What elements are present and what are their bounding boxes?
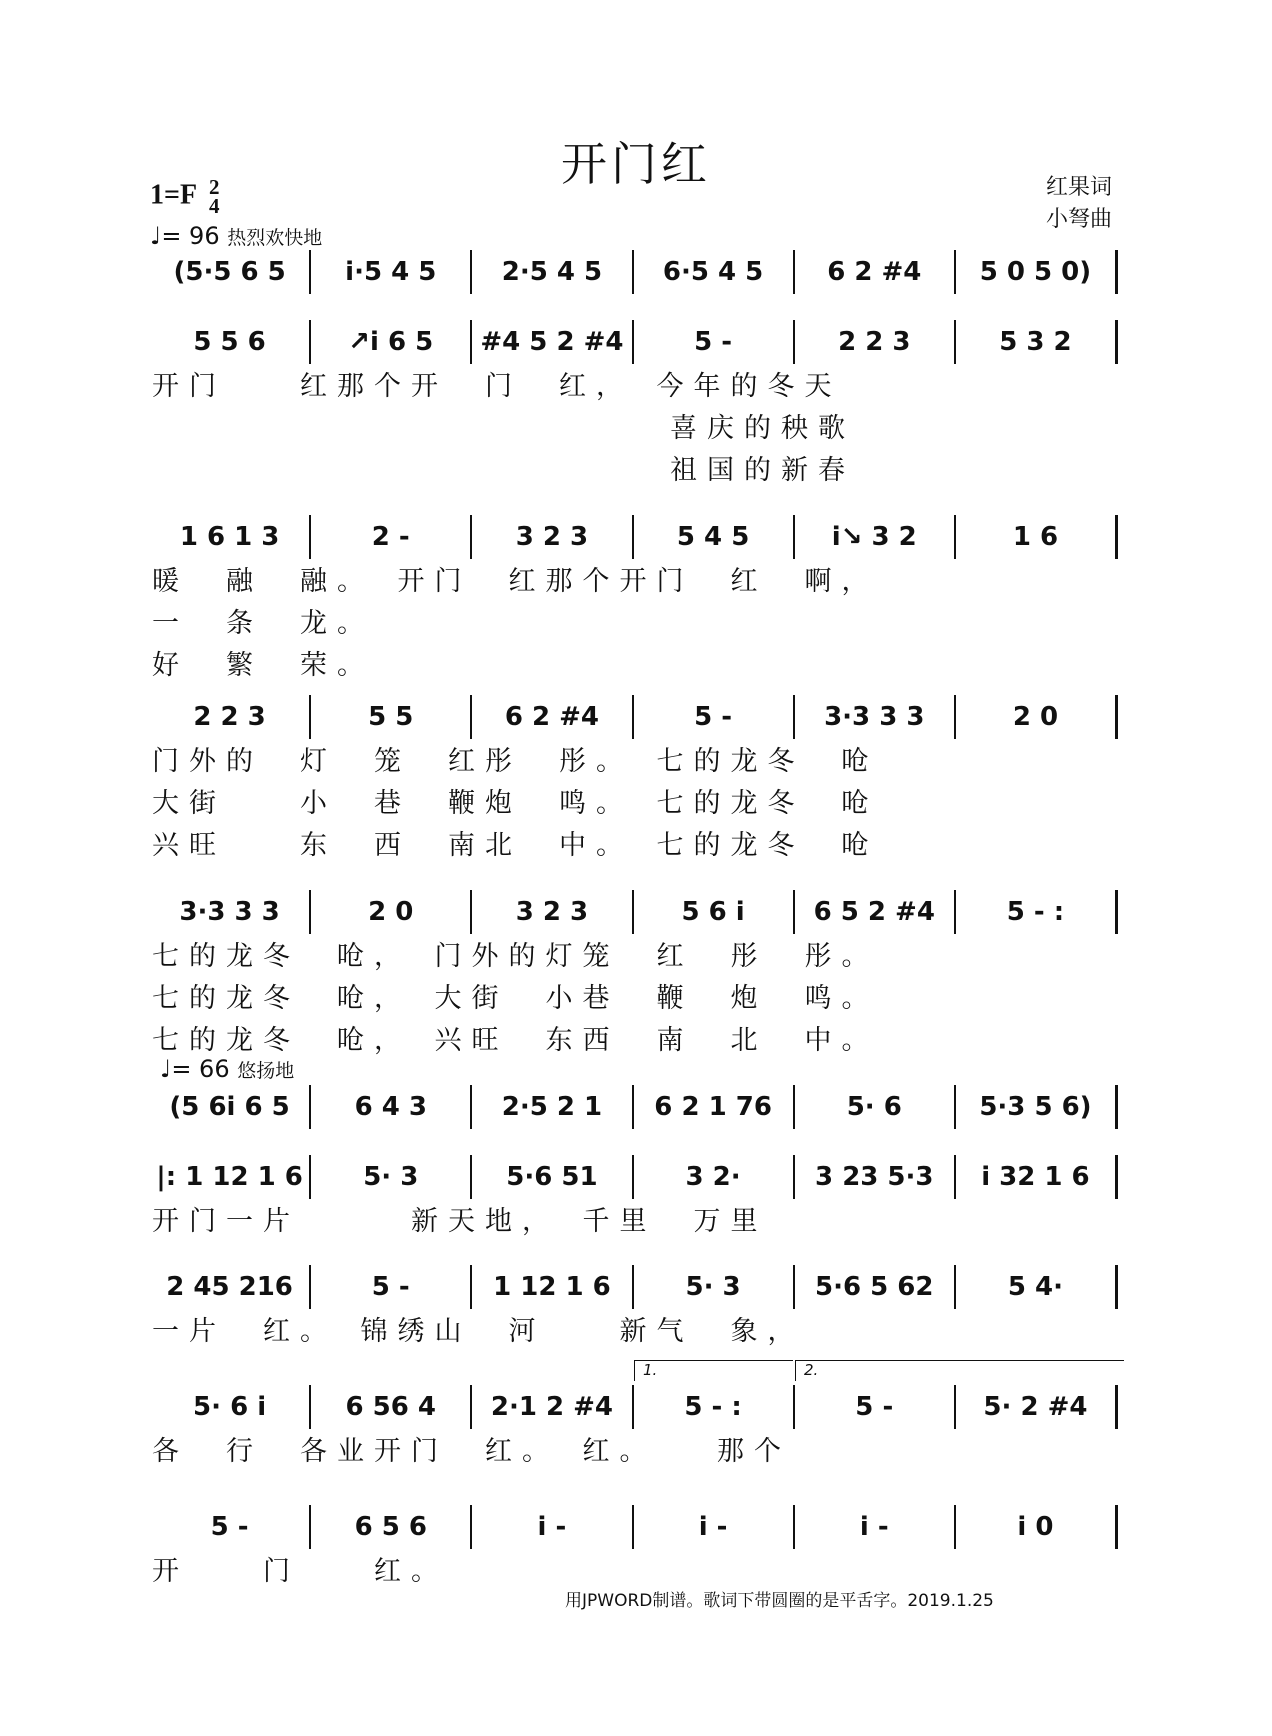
measure: 2·5 4 5 [472,250,633,294]
score-system [150,1265,1118,1351]
measure: 5·3 5 6) [956,1085,1118,1129]
measure: 3·3 3 3 [795,695,956,739]
credits [1046,172,1112,236]
lyric-line: 祖国的新春 [152,455,855,486]
measure: 3 2· [634,1155,795,1199]
measure: 2·5 2 1 [472,1085,633,1129]
measure: 2 2 3 [150,695,311,739]
score-system [150,1085,1118,1129]
tempo-text: 热烈欢快地 [227,227,323,249]
lyric-line: 各 行 各业开门 红。 红。 那个 [152,1436,791,1467]
measure: 6 4 3 [311,1085,472,1129]
measure: 5·6 51 [472,1155,633,1199]
measure: 5· 6 i [150,1385,311,1429]
notes-row [150,1385,1118,1429]
score-system [150,1155,1118,1241]
measure: 1 6 [956,515,1118,559]
measure: 6 2 1 76 [634,1085,795,1129]
key-signature [150,175,220,218]
measure: 5 - : [956,890,1118,934]
notes-row [150,1155,1118,1199]
measure: i 32 1 6 [956,1155,1118,1199]
notes-row [150,250,1118,294]
measure: 3 23 5·3 [795,1155,956,1199]
key-label: 1=F [150,179,197,211]
measure: 5 6 i [634,890,795,934]
lyric-line: 开门 红那个开 门 红， 今年的冬天 [152,371,842,402]
measure: 6 5 2 #4 [795,890,956,934]
measure: 5· 3 [634,1265,795,1309]
lyric-line: 开 门 红。 [152,1556,448,1587]
notes-row [150,1505,1118,1549]
measure: (5 6i 6 5 [150,1085,311,1129]
time-sig-top: 2 [209,175,220,199]
lyric-line: 一片 红。 锦绣山 河 新气 象， [152,1316,805,1347]
measure: i - [795,1505,956,1549]
measure: #4 5 2 #4 [472,320,633,364]
ending-2: 2. [795,1360,1124,1381]
notes-row [150,320,1118,364]
measure: i 0 [956,1505,1118,1549]
measure: 2 - [311,515,472,559]
measure: 5 3 2 [956,320,1118,364]
measure: 5· 3 [311,1155,472,1199]
lyric-line: 开门一片 新天地， 千里 万里 [152,1206,768,1237]
measure: 3 2 3 [472,890,633,934]
measure: 6 56 4 [311,1385,472,1429]
song-title: 开门红 [561,137,711,191]
measure: i - [634,1505,795,1549]
measure: (5·5 6 5 [150,250,311,294]
measure: 2 0 [311,890,472,934]
measure: 5·6 5 62 [795,1265,956,1309]
measure: 5 0 5 0) [956,250,1118,294]
measure: i·5 4 5 [311,250,472,294]
measure: 5 5 6 [150,320,311,364]
time-signature [209,175,220,218]
tempo-marking [150,222,322,250]
lyric-line: 门外的 灯 笼 红彤 彤。 七的龙冬 呛 [152,746,879,777]
measure: i - [472,1505,633,1549]
measure: 5· 6 [795,1085,956,1129]
measure: 6·5 4 5 [634,250,795,294]
measure: 2 45 216 [150,1265,311,1309]
lyric-line: 七的龙冬 呛， 大街 小巷 鞭 炮 鸣。 [152,983,879,1014]
notes-row [150,515,1118,559]
lyric-line: 七的龙冬 呛， 兴旺 东西 南 北 中。 [152,1025,879,1056]
composer: 小弩曲 [1045,207,1112,232]
lyric-line: 暖 融 融。 开门 红那个开门 红 啊， [152,566,879,597]
lyric-line: 七的龙冬 呛， 门外的灯笼 红 彤 彤。 [152,941,879,972]
score-system [150,250,1118,294]
ending-1: 1. [634,1360,793,1381]
measure: 5 - [634,320,795,364]
measure: 1 12 1 6 [472,1265,633,1309]
measure: 5 - [795,1385,956,1429]
lyricist: 红果词 [1045,175,1112,200]
notes-row [150,1265,1118,1309]
lyric-line: 大街 小 巷 鞭炮 鸣。 七的龙冬 呛 [152,788,879,819]
score-system [150,695,1118,865]
measure: 3 2 3 [472,515,633,559]
measure: 5 - [634,695,795,739]
score-system [150,515,1118,685]
score-system [150,1505,1118,1591]
measure: 6 2 #4 [472,695,633,739]
tempo-value-2: ♩= 66 [160,1055,230,1083]
score-system [150,320,1118,490]
measure: 5 - : [634,1385,795,1429]
time-sig-bottom: 4 [209,194,220,218]
measure: 5· 2 #4 [956,1385,1118,1429]
score-system [150,1385,1118,1471]
lyric-line: 兴旺 东 西 南北 中。 七的龙冬 呛 [152,830,879,861]
measure: 6 5 6 [311,1505,472,1549]
measure: 2 2 3 [795,320,956,364]
measure: 3·3 3 3 [150,890,311,934]
lyric-line: 一 条 龙。 [152,608,374,639]
measure: ↗i 6 5 [311,320,472,364]
measure: 1 6 1 3 [150,515,311,559]
measure: 5 4· [956,1265,1118,1309]
measure: 5 - [150,1505,311,1549]
notes-row [150,890,1118,934]
notes-row [150,695,1118,739]
measure: 2 0 [956,695,1118,739]
score-system [150,890,1118,1060]
lyric-line: 好 繁 荣。 [152,650,374,681]
lyric-line: 喜庆的秧歌 [152,413,855,444]
measure: 2·1 2 #4 [472,1385,633,1429]
tempo-text-2: 悠扬地 [237,1060,295,1082]
measure: |: 1 12 1 6 [150,1155,311,1199]
measure: 5 - [311,1265,472,1309]
measure: 5 4 5 [634,515,795,559]
footnote: 用JPWORD制谱。歌词下带圆圈的是平舌字。2019.1.25 [565,1591,994,1611]
measure: i↘ 3 2 [795,515,956,559]
measure: 5 5 [311,695,472,739]
tempo-value: ♩= 96 [150,222,220,250]
notes-row [150,1085,1118,1129]
measure: 6 2 #4 [795,250,956,294]
